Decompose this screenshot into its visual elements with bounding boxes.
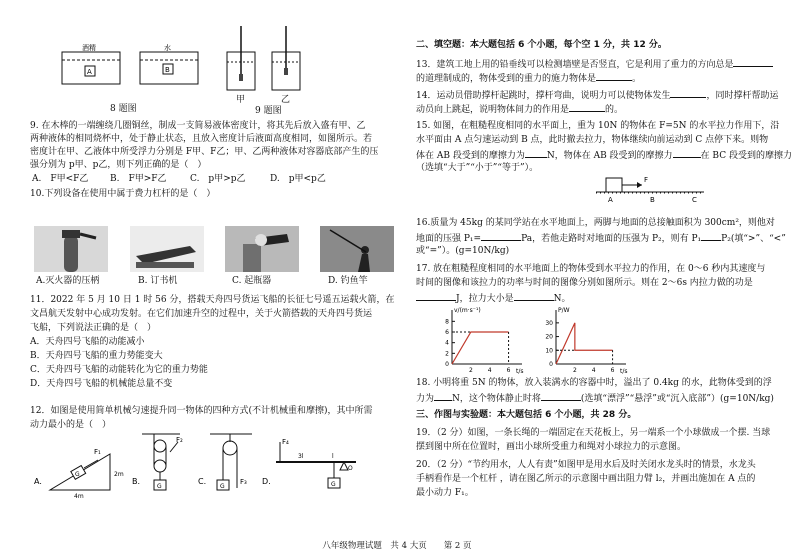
- q11-line3: 飞船，下列说法正确的是（ ）: [30, 323, 157, 333]
- v-chart-xlabel: t/s: [516, 368, 524, 374]
- q17-line3: J，拉力大小是 N。: [416, 292, 571, 306]
- q15-blank-2[interactable]: [673, 149, 701, 158]
- q10-option-a[interactable]: A.灭火器的压柄: [36, 276, 100, 286]
- q19-line1: 19．（2 分）如图，一条长绳的一端固定在天花板上，另一端系一个小球做成一个摆. 当球: [416, 428, 771, 438]
- q17-blank-1[interactable]: [416, 292, 456, 301]
- q19-line2: 摆到图中所在位置时，画出小球所受重力和绳对小球拉力的示意图。: [416, 442, 687, 452]
- v-chart-xtick-1: 4: [487, 367, 492, 374]
- q13-blank-1[interactable]: [733, 58, 773, 67]
- fig8-label-b: B: [165, 66, 170, 74]
- q9-line1: 9. 在木棒的一端缠绕几圈铜丝，制成一支简易液体密度计，将其先后放入盛有甲、乙: [30, 121, 366, 131]
- q20-line3: 最小动力 F₁。: [416, 488, 474, 498]
- p-chart-xtick-1: 4: [591, 367, 596, 374]
- q17-blank-2[interactable]: [514, 292, 554, 301]
- q10-option-c[interactable]: C. 起瓶器: [232, 276, 272, 286]
- p-chart-xlabel: t/s: [620, 368, 628, 374]
- q15-line2: 水平面由 A 点匀速运动到 B 点，此时撤去拉力，物体继续向前运动到 C 点停下来。则物: [416, 135, 769, 145]
- q15-label-a: A: [608, 196, 613, 204]
- q12-label-d: D.: [262, 477, 271, 486]
- q9-option-a[interactable]: A. F甲<F乙: [32, 174, 89, 184]
- q16-blank-2[interactable]: [701, 232, 721, 241]
- q11-option-d[interactable]: D．天舟四号飞船的机械能总量不变: [30, 379, 173, 389]
- q16-line1: 16.质量为 45kg 的某同学站在水平地面上，两脚与地面的总接触面积为 300cm²，则他对: [416, 218, 775, 228]
- q15-blank-1[interactable]: [525, 149, 547, 158]
- v-chart-ytick-0: 8: [445, 318, 449, 326]
- v-chart-xtick-0: 2: [468, 367, 473, 374]
- q20-line1: 20．（2 分）“节约用水，人人有责”如图甲是用水后及时关闭水龙头时的情景，水龙头: [416, 460, 756, 470]
- q15-line1: 15. 如图，在粗糙程度相同的水平面上，重为 10N 的物体在 F=5N 的水平拉力作用下，沿: [416, 121, 780, 131]
- v-chart-ytick-2: 4: [445, 339, 449, 347]
- q12-label-3l: 3l: [298, 453, 304, 460]
- q18-line1: 18. 小明将重 5N 的物体，放入装满水的容器中时，溢出了 0.4kg 的水，此物体受到的浮: [416, 378, 772, 388]
- q12-label-f4: F₄: [282, 438, 289, 446]
- page-footer: 八年级物理试题 共 4 大页 第 2 页: [322, 541, 472, 551]
- q18-blank-2[interactable]: [541, 392, 581, 401]
- figure-9-densimeters: [222, 22, 312, 98]
- svg-text:G: G: [331, 481, 336, 488]
- q20-line2: 手柄看作是一个杠杆 ，请在图乙所示的示意图中画出阻力臂 l₂，并画出施加在 A 点的: [416, 474, 756, 484]
- q15-line3: 体在 AB 段受到的摩擦力为 N，物体在 AB 段受到的摩擦力 在 BC 段受到的摩擦力: [416, 151, 792, 161]
- q14-blank-1[interactable]: [670, 89, 706, 98]
- p-chart-ytick-1: 20: [545, 333, 553, 341]
- figure-8-beakers: [60, 38, 210, 88]
- q11-line1: 11．2022 年 5 月 10 日 1 时 56 分，搭载天舟四号货运飞船的长征七号遥五运载火箭，在: [30, 295, 395, 305]
- q17-line1: 17. 放在粗糙程度相同的水平地面上的物体受到水平拉力的作用，在 0～6 秒内其速度与: [416, 264, 766, 274]
- q15-line4: （选填“大于”“小于”“等于”）。: [416, 163, 539, 173]
- q9-option-c[interactable]: C. p甲>p乙: [190, 174, 246, 184]
- fig8-label-water: 水: [164, 44, 171, 52]
- q15-figure: [592, 172, 712, 208]
- q10-option-b[interactable]: B. 订书机: [138, 276, 178, 286]
- p-chart-ytick-2: 10: [545, 347, 553, 355]
- q15-label-f: F: [644, 176, 649, 184]
- q17-line2: 时间的图像和该拉力的功率与时间的图像分别如图所示。则在 2～6s 内拉力做的功是: [416, 278, 753, 288]
- fishing-rod-image: [320, 226, 394, 272]
- q12-label-o: O: [348, 465, 353, 472]
- fig9-caption: 9 题图: [255, 106, 282, 116]
- q14-line1: 14．运动员借助撑杆起跳时，撑杆弯曲，说明力可以使物体发生 ，同时撑杆帮助运: [416, 91, 779, 101]
- q12-line1: 12．如图是使用简单机械匀速提升同一物体的四种方式(不计机械重和摩擦)，其中所需: [30, 406, 373, 416]
- v-chart-ytick-3: 2: [445, 350, 449, 358]
- q11-option-b[interactable]: B．天舟四号飞船的重力势能变大: [30, 351, 163, 361]
- svg-text:G: G: [75, 471, 80, 478]
- fig8-label-a: A: [87, 68, 92, 76]
- bottle-opener-image: [225, 226, 299, 272]
- v-chart-ytick-4: 0: [445, 361, 449, 368]
- q12-label-f2: F₂: [176, 436, 183, 444]
- q15-label-c: C: [692, 196, 697, 204]
- velocity-time-chart: [430, 306, 530, 374]
- p-chart-ylabel: P/W: [558, 307, 570, 314]
- q13-line2: 的道理制成的，物体受到的重力的施力物体是 。: [416, 74, 642, 84]
- fig8-label-alcohol: 酒精: [82, 44, 96, 52]
- fig9-label-yi: 乙: [281, 95, 291, 105]
- p-chart-ytick-3: 0: [549, 361, 553, 368]
- q12-label-4m: 4m: [74, 493, 84, 500]
- fire-extinguisher-image: [34, 226, 108, 272]
- q9-line3: 密度计在甲、乙液体中所受浮力分别是 F甲、F乙；甲、乙两种液体对容器底部产生的压: [30, 147, 379, 157]
- fig8-caption: 8 题图: [110, 104, 137, 114]
- q12-machines-figure: [30, 432, 405, 502]
- q16-line2: 地面的压强 P₁= Pa，若他走路时对地面的压强为 P₂，则有 P₁ P₂(填“>”、“<”: [416, 234, 786, 244]
- svg-text:G: G: [220, 483, 225, 490]
- svg-text:G: G: [157, 483, 162, 490]
- q18-blank-1[interactable]: [434, 392, 452, 401]
- q10-stem: 10.下列设备在使用中属于费力杠杆的是（ ）: [30, 189, 216, 199]
- q9-line4: 强分别为 p甲、p乙，则下列正确的是（ ）: [30, 160, 207, 170]
- v-chart-xtick-2: 6: [506, 367, 511, 374]
- section-3-title: 三、作图与实验题：本大题包括 6 个小题，共 28 分。: [416, 410, 637, 420]
- p-chart-ytick-0: 30: [545, 319, 553, 327]
- q11-option-c[interactable]: C．天舟四号飞船的动能转化为它的重力势能: [30, 365, 208, 375]
- v-chart-ylabel: v/(m·s⁻¹): [454, 307, 481, 314]
- q9-option-b[interactable]: B. F甲>F乙: [110, 174, 167, 184]
- q12-label-a: A.: [34, 477, 42, 486]
- q12-label-c: C.: [198, 477, 207, 486]
- q11-option-a[interactable]: A．天舟四号飞船的动能减小: [30, 337, 145, 347]
- v-chart-series-line: [452, 332, 509, 364]
- q10-option-d[interactable]: D. 钓鱼竿: [328, 276, 368, 286]
- q13-blank-2[interactable]: [596, 72, 632, 81]
- p-chart-series-line: [556, 323, 613, 364]
- q9-option-d[interactable]: D. p甲<p乙: [270, 174, 326, 184]
- stapler-image: [130, 226, 204, 272]
- q14-line2: 动员向上跳起，说明物体间力的作用是 的。: [416, 105, 624, 115]
- q18-line2: 力为 N，这个物体静止时将 (选填“漂浮”“悬浮”或“沉入底部”）(g=10N/kg): [416, 394, 774, 404]
- q11-line2: 文昌航天发射中心成功发射。在它们加速升空的过程中，关于火箭搭载的天舟四号货运: [30, 309, 373, 319]
- q14-blank-2[interactable]: [569, 103, 605, 112]
- fig9-label-jia: 甲: [236, 95, 246, 105]
- q9-line2: 两种液体的相同烧杯中，处于静止状态，且放入密度计后液面高度相同，如图所示。若: [30, 134, 373, 144]
- q15-label-b: B: [650, 196, 655, 204]
- q12-line2: 动力最小的是（ ）: [30, 420, 112, 430]
- p-chart-xtick-2: 6: [610, 367, 615, 374]
- q12-label-2m: 2m: [114, 471, 124, 478]
- q16-blank-1[interactable]: [481, 232, 521, 241]
- q12-label-f1: F₁: [94, 448, 101, 456]
- q12-label-b: B.: [132, 477, 141, 486]
- p-chart-xtick-0: 2: [572, 367, 577, 374]
- q16-line3: 或“=”）。(g=10N/kg): [416, 246, 510, 256]
- q12-label-f3: F₃: [240, 478, 247, 486]
- power-time-chart: [534, 306, 634, 374]
- section-2-title: 二、填空题：本大题包括 6 个小题，每个空 1 分，共 12 分。: [416, 40, 667, 50]
- q12-label-l: l: [332, 453, 334, 460]
- v-chart-ytick-1: 6: [445, 329, 449, 336]
- q13-line1: 13．建筑工地上用的铅垂线可以检测墙壁是否竖直，它是利用了重力的方向总是: [416, 58, 773, 72]
